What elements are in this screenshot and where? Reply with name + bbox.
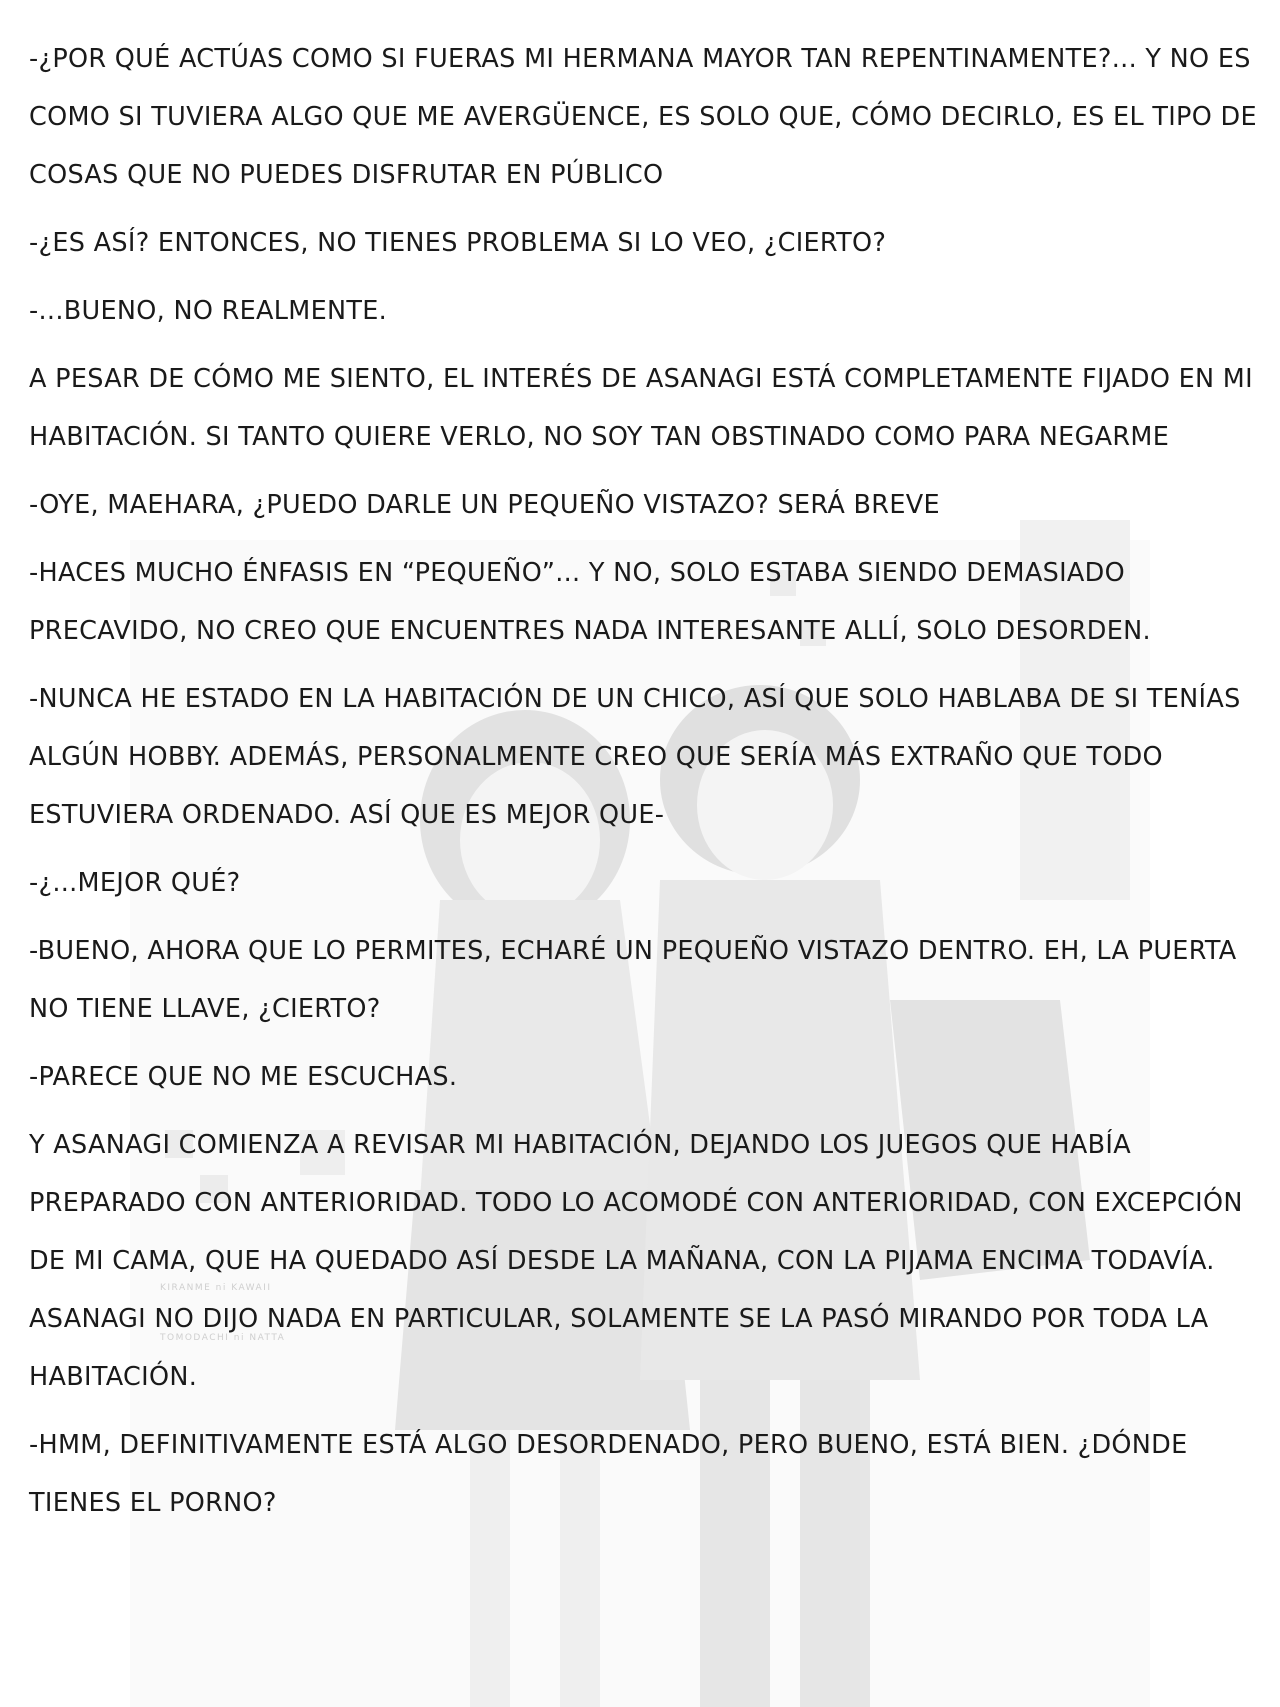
paragraph: -NUNCA HE ESTADO EN LA HABITACIÓN DE UN CHICO, ASÍ QUE SOLO HABLABA DE SI TENÍAS ALGÚN HOBBY. ADEMÁS, PERSONALMENTE CREO QUE SERÍA MÁS EXTRAÑO QUE TODO ESTUVIERA ORDENADO. ASÍ QUE ES MEJOR QUE- <box>29 684 1241 830</box>
paragraph: Y ASANAGI COMIENZA A REVISAR MI HABITACIÓN, DEJANDO LOS JUEGOS QUE HABÍA PREPARADO CON ANTERIORIDAD. TODO LO ACOMODÉ CON ANTERIORIDAD, CON EXCEPCIÓN DE MI CAMA, QUE HA QUEDADO ASÍ DESDE LA MAÑANA, CON LA PIJAMA ENCIMA TODAVÍA. ASANAGI NO DIJO NADA EN PARTICULAR, SOLAMENTE SE LA PASÓ MIRANDO POR TODA LA HABITACIÓN. <box>29 1130 1243 1392</box>
paragraph: -BUENO, AHORA QUE LO PERMITES, ECHARÉ UN PEQUEÑO VISTAZO DENTRO. EH, LA PUERTA NO TIENE LLAVE, ¿CIERTO? <box>29 936 1237 1024</box>
paragraph: -HACES MUCHO ÉNFASIS EN “PEQUEÑO”... Y NO, SOLO ESTABA SIENDO DEMASIADO PRECAVIDO, NO CREO QUE ENCUENTRES NADA INTERESANTE ALLÍ, SOLO DESORDEN. <box>29 558 1151 646</box>
paragraph: -¿...MEJOR QUÉ? <box>29 868 241 898</box>
paragraph: -¿POR QUÉ ACTÚAS COMO SI FUERAS MI HERMANA MAYOR TAN REPENTINAMENTE?... Y NO ES COMO SI TUVIERA ALGO QUE ME AVERGÜENCE, ES SOLO QUE, CÓMO DECIRLO, ES EL TIPO DE COSAS QUE NO PUEDES DISFRUTAR EN PÚBLICO <box>29 44 1257 190</box>
paragraph: -HMM, DEFINITIVAMENTE ESTÁ ALGO DESORDENADO, PERO BUENO, ESTÁ BIEN. ¿DÓNDE TIENES EL PORNO? <box>29 1430 1188 1518</box>
paragraph: A PESAR DE CÓMO ME SIENTO, EL INTERÉS DE ASANAGI ESTÁ COMPLETAMENTE FIJADO EN MI HABITACIÓN. SI TANTO QUIERE VERLO, NO SOY TAN OBSTINADO COMO PARA NEGARME <box>29 364 1253 452</box>
story-text <box>29 30 1259 1542</box>
paragraph: -OYE, MAEHARA, ¿PUEDO DARLE UN PEQUEÑO VISTAZO? SERÁ BREVE <box>29 490 940 520</box>
paragraph: -...BUENO, NO REALMENTE. <box>29 296 388 326</box>
paragraph: -¿ES ASÍ? ENTONCES, NO TIENES PROBLEMA SI LO VEO, ¿CIERTO? <box>29 228 887 258</box>
paragraph: -PARECE QUE NO ME ESCUCHAS. <box>29 1062 458 1092</box>
watermark-caption-2: TOMODACHI ni NATTA <box>160 1333 286 1343</box>
watermark-caption-1: KIRANME ni KAWAII <box>160 1283 272 1293</box>
